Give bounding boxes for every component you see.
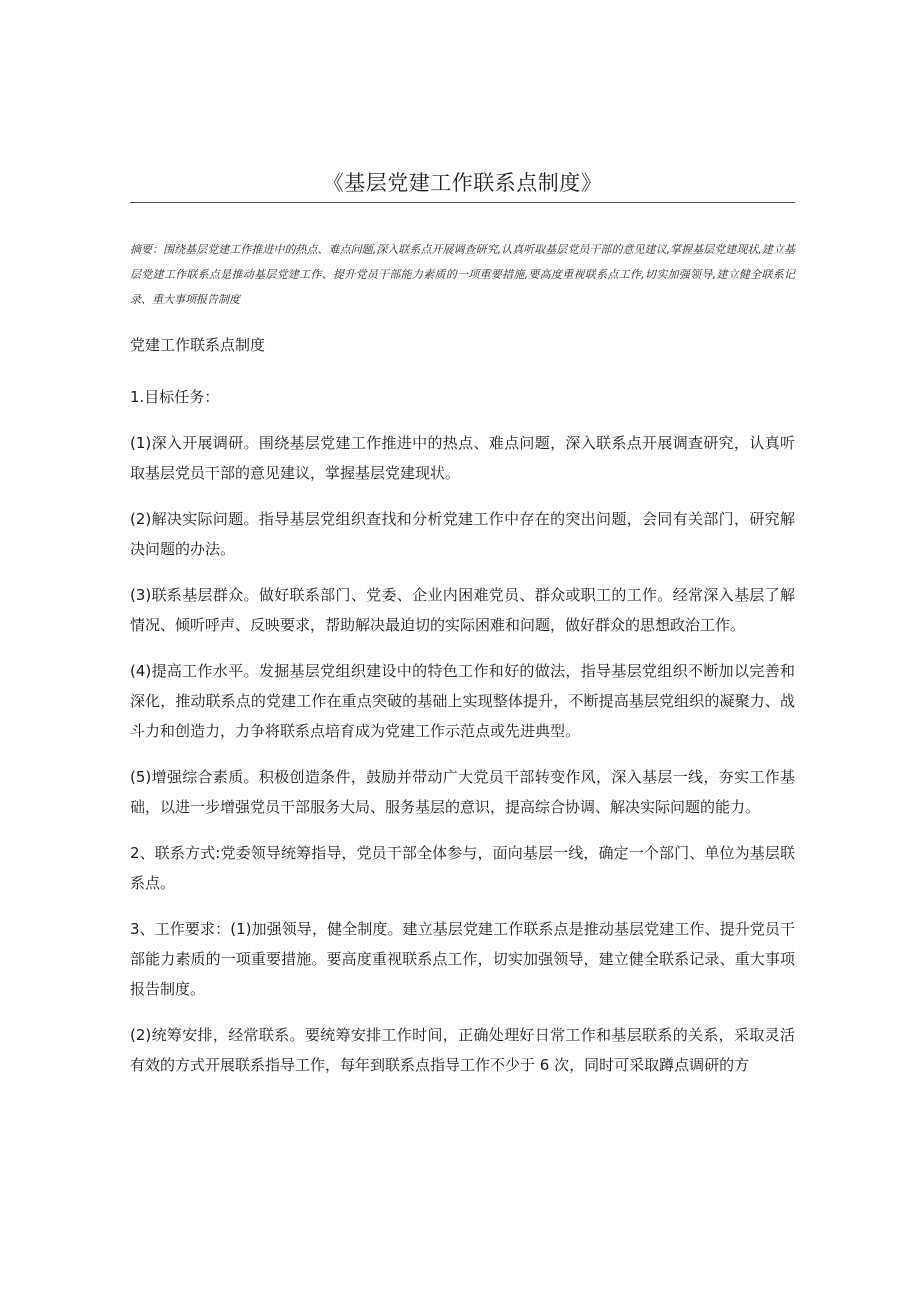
document-title: 《基层党建工作联系点制度》 [322,171,603,195]
paragraph: (4)提高工作水平。发掘基层党组织建设中的特色工作和好的做法，指导基层党组织不断加以完善和深化，推动联系点的党建工作在重点突破的基础上实现整体提升，不断提高基层党组织的凝聚力、战斗力和创造力，力争将联系点培育成为党建工作示范点或先进典型。 [130,662,795,740]
paragraph: (1)深入开展调研。围绕基层党建工作推进中的热点、难点问题，深入联系点开展调查研究，认真听取基层党员干部的意见建议，掌握基层党建现状。 [130,434,795,482]
paragraph: (5)增强综合素质。积极创造条件，鼓励并带动广大党员干部转变作风，深入基层一线，夯实工作基础，以进一步增强党员干部服务大局、服务基层的意识，提高综合协调、解决实际问题的能力。 [130,768,795,816]
section-title: 党建工作联系点制度 [130,336,266,354]
abstract: 摘要：围绕基层党建工作推进中的热点、难点问题,深入联系点开展调查研究,认真听取基层党员干部的意见建议,掌握基层党建现状,建立基层党建工作联系点是推动基层党建工作、提升党员干部能力素质的一项重要措施,要高度重视联系点工作,切实加强领导,建立健全联系记录、重大事项报告制度 [130,243,795,306]
document-page [130,168,795,1080]
paragraph: (2)解决实际问题。指导基层党组织查找和分析党建工作中存在的突出问题，会同有关部门，研究解决问题的办法。 [130,510,795,558]
heading-goals: 1.目标任务： [130,388,220,406]
title-divider [130,202,795,203]
paragraph: (2)统筹安排，经常联系。要统筹安排工作时间，正确处理好日常工作和基层联系的关系，采取灵活有效的方式开展联系指导工作，每年到联系点指导工作不少于 6 次，同时可采取蹲点调研的方 [130,1026,795,1074]
paragraph: (3)联系基层群众。做好联系部门、党委、企业内困难党员、群众或职工的工作。经常深入基层了解情况、倾听呼声、反映要求，帮助解决最迫切的实际困难和问题，做好群众的思想政治工作。 [130,586,795,634]
paragraph: 3、工作要求：(1)加强领导，健全制度。建立基层党建工作联系点是推动基层党建工作、提升党员干部能力素质的一项重要措施。要高度重视联系点工作，切实加强领导，建立健全联系记录、重大事项报告制度。 [130,920,795,998]
paragraph: 2、联系方式:党委领导统筹指导，党员干部全体参与，面向基层一线，确定一个部门、单位为基层联系点。 [130,844,795,892]
